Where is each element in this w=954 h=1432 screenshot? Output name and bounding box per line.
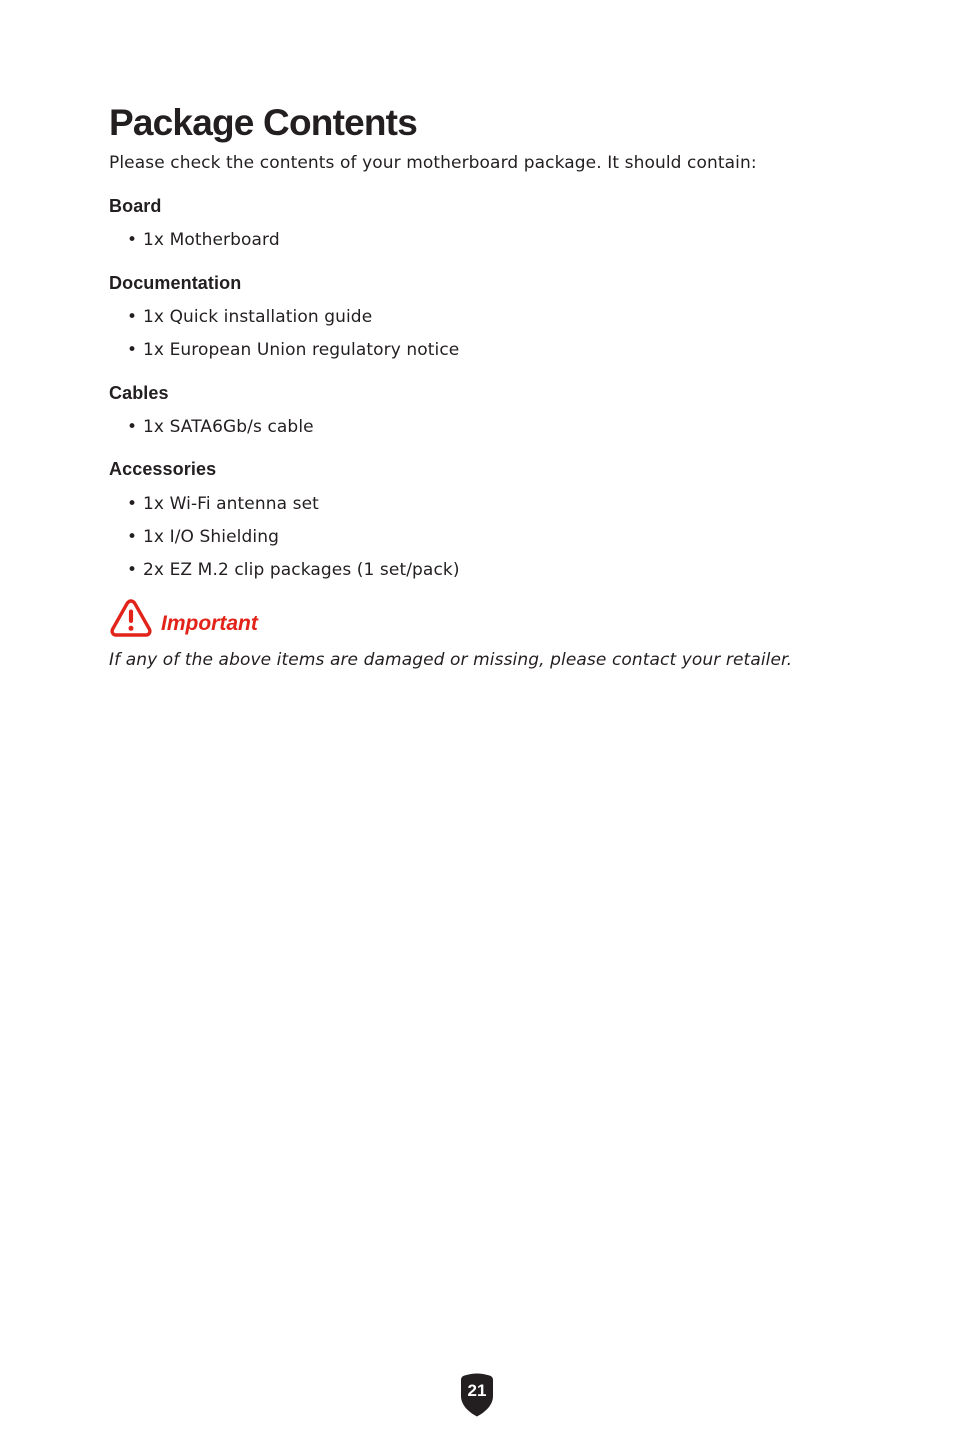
page-number: 21 bbox=[467, 1381, 487, 1400]
bullet: • bbox=[127, 494, 138, 514]
list-item-text: 1x I/O Shielding bbox=[143, 527, 279, 547]
important-notice bbox=[109, 596, 258, 640]
section-heading-documentation: Documentation bbox=[109, 273, 242, 293]
list-item-text: 1x European Union regulatory notice bbox=[143, 340, 460, 360]
list-item bbox=[127, 415, 314, 439]
list-item bbox=[127, 228, 280, 252]
bullet: • bbox=[127, 230, 138, 250]
intro-text: Please check the contents of your motherboard package. It should contain: bbox=[109, 153, 757, 173]
section-heading-accessories: Accessories bbox=[109, 459, 217, 479]
bullet: • bbox=[127, 307, 138, 327]
bullet: • bbox=[127, 560, 138, 580]
list-item-text: 1x Quick installation guide bbox=[143, 307, 373, 327]
list-item bbox=[127, 558, 460, 582]
notice-text: If any of the above items are damaged or missing, please contact your retailer. bbox=[109, 650, 793, 670]
section-heading-cables: Cables bbox=[109, 383, 169, 403]
list-item bbox=[127, 492, 319, 516]
list-item-text: 1x Wi-Fi antenna set bbox=[143, 494, 319, 514]
list-item bbox=[127, 305, 372, 329]
list-item bbox=[127, 525, 279, 549]
list-item-text: 1x SATA6Gb/s cable bbox=[143, 417, 314, 437]
list-item-text: 1x Motherboard bbox=[143, 230, 280, 250]
list-item bbox=[127, 338, 459, 362]
bullet: • bbox=[127, 527, 138, 547]
page-number-badge bbox=[457, 1372, 497, 1418]
bullet: • bbox=[127, 417, 138, 437]
section-heading-board: Board bbox=[109, 196, 162, 216]
warning-triangle-icon bbox=[109, 598, 153, 638]
notice-label: Important bbox=[161, 612, 258, 635]
page-title: Package Contents bbox=[109, 102, 417, 143]
bullet: • bbox=[127, 340, 138, 360]
list-item-text: 2x EZ M.2 clip packages (1 set/pack) bbox=[143, 560, 460, 580]
